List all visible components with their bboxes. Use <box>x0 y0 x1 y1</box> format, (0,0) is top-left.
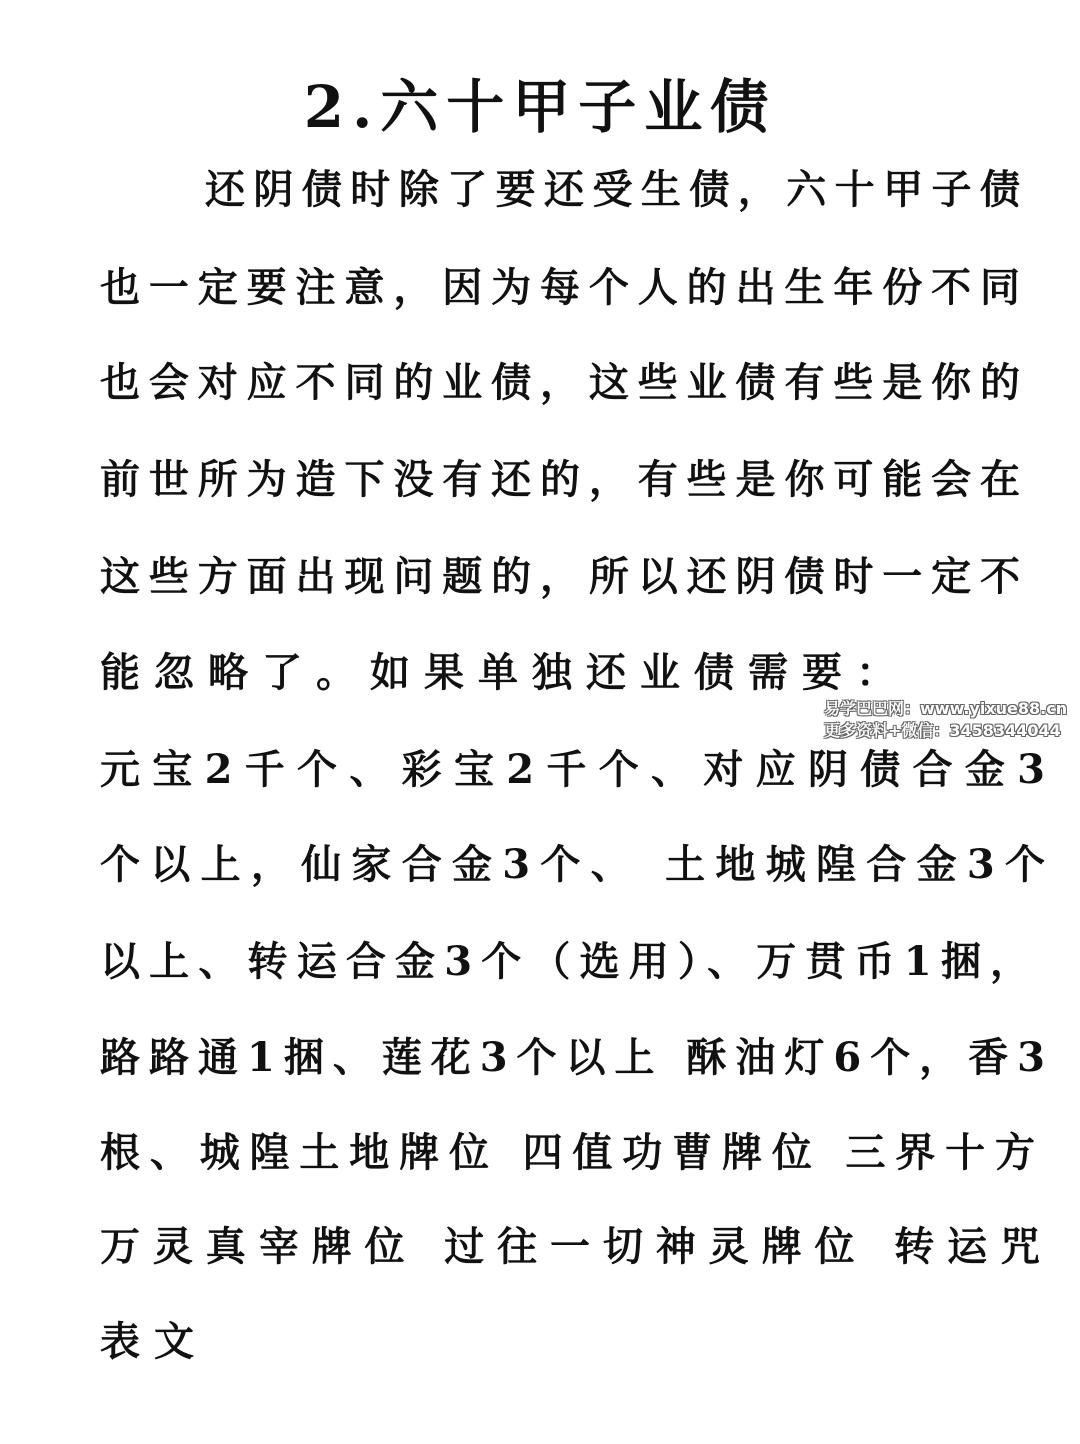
text-line: 能忽略了。如果单独还业债需要： <box>100 649 910 696</box>
text-line: 也一定要注意，因为每个人的出生年份不同 <box>100 264 1020 311</box>
text-line: 也会对应不同的业债，这些业债有些是你的 <box>100 359 1020 406</box>
watermark-line-2: 更多资料+微信：3458344044 <box>824 721 1061 740</box>
text-line: 路路通1捆、莲花3个以上 酥油灯6个，香3 <box>100 1034 1045 1081</box>
text-line: 根、城隍土地牌位 四值功曹牌位 三界十方 <box>100 1129 1035 1176</box>
text-line: 万灵真宰牌位 过往一切神灵牌位 转运咒 <box>100 1223 1040 1270</box>
text-line: 以上、转运合金3个（选用）、万贯币1捆， <box>100 938 1030 985</box>
page-title: 2.六十甲子业债 <box>303 73 777 141</box>
text-line: 还阴债时除了要还受生债，六十甲子债 <box>205 166 1020 213</box>
watermark <box>824 698 1067 742</box>
text-line: 这些方面出现问题的，所以还阴债时一定不 <box>100 553 1020 600</box>
text-line: 前世所为造下没有还的，有些是你可能会在 <box>100 456 1020 503</box>
watermark-line-1: 易学巴巴网：www.yixue88.cn <box>824 699 1068 718</box>
text-line: 个以上，仙家合金3个、 土地城隍合金3个 <box>100 841 1045 888</box>
text-line: 元宝2千个、彩宝2千个、对应阴债合金3 <box>100 746 1045 793</box>
text-line: 表文 <box>100 1318 208 1365</box>
